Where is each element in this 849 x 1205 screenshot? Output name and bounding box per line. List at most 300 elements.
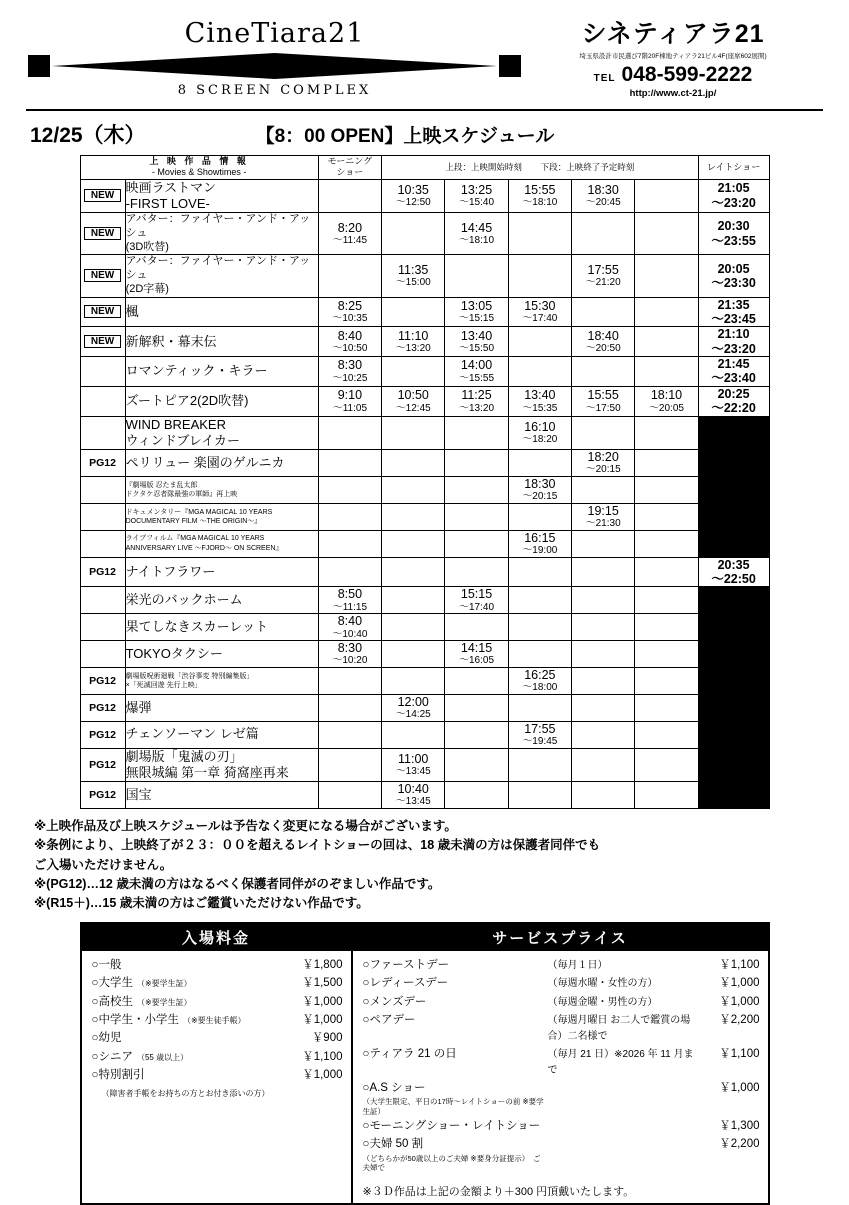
service-price: ￥2,200 <box>719 1013 760 1026</box>
table-row <box>80 721 769 748</box>
service-price: ￥1,100 <box>719 1047 760 1060</box>
late-show-cell[interactable]: 20:05 ～23:30 <box>698 255 769 297</box>
telephone-line <box>523 63 823 87</box>
price-section <box>80 922 770 1205</box>
movie-title[interactable]: 爆弾 <box>125 694 318 721</box>
movie-title[interactable]: ナイトフラワー <box>125 557 318 587</box>
rating-tag <box>80 255 125 297</box>
price-row <box>92 993 343 1011</box>
late-show-cell-blank <box>698 748 769 782</box>
table-row <box>80 386 769 416</box>
rating-tag <box>80 503 125 530</box>
table-row <box>80 641 769 668</box>
showtimes-table <box>80 155 770 809</box>
tel-number: 048-599-2222 <box>621 63 753 86</box>
showtime-cell-empty <box>635 179 698 213</box>
service-condition: （毎週水曜・女性の方） <box>547 978 658 990</box>
service-price: ￥1,000 <box>719 995 760 1008</box>
movie-title[interactable]: 『劇場版 忍たま乱太郎 ドクタケ忍者隊最強の軍師』再上映 <box>125 476 318 503</box>
rating-tag <box>80 357 125 387</box>
late-show-cell-blank <box>698 503 769 530</box>
showtime-cell[interactable]: 8:30 ～10:25 <box>318 357 381 387</box>
movie-title[interactable]: チェンソーマン レゼ篇 <box>125 721 318 748</box>
price-value: ￥1,800 <box>302 958 343 971</box>
table-row <box>80 748 769 782</box>
showtime-cell-empty <box>508 694 571 721</box>
showtime-cell-empty <box>635 748 698 782</box>
showtime-cell-empty <box>382 721 445 748</box>
notes-block <box>0 809 849 916</box>
showtime-cell-empty <box>571 641 634 668</box>
showtime-cell-empty <box>571 213 634 255</box>
service-label: ○ペアデー <box>362 1013 416 1026</box>
late-show-cell-blank <box>698 694 769 721</box>
showtime-cell-empty <box>635 297 698 327</box>
showtime-cell[interactable]: 11:00 ～13:45 <box>382 748 445 782</box>
new-badge: NEW <box>84 227 121 240</box>
showtime-cell-empty <box>635 641 698 668</box>
showtime-cell[interactable]: 11:25 ～13:20 <box>445 386 508 416</box>
movie-title[interactable]: ライブフィルム『MGA MAGICAL 10 YEARS ANNIVERSARY LIVE ～FJORD～ ON SCREEN』 <box>125 530 318 557</box>
rating-tag <box>80 386 125 416</box>
table-header-row <box>80 156 769 180</box>
late-show-cell[interactable]: 21:05 ～23:20 <box>698 179 769 213</box>
admission-list <box>82 951 351 1109</box>
table-row <box>80 416 769 450</box>
movie-title[interactable]: アバター：ファイヤー・アンド・アッシュ (2D字幕) <box>125 255 318 297</box>
movie-title[interactable]: 国宝 <box>125 782 318 809</box>
price-value: ￥1,000 <box>302 1013 343 1026</box>
rating-tag <box>80 179 125 213</box>
table-row <box>80 476 769 503</box>
showtime-cell[interactable]: 11:35 ～15:00 <box>382 255 445 297</box>
rating-tag: PG12 <box>80 450 125 477</box>
rating-tag <box>80 476 125 503</box>
service-condition: （毎週月曜日 お二人で鑑賞の場合）二名様で <box>547 1014 691 1042</box>
price-row <box>92 974 343 992</box>
showtime-cell-empty <box>508 614 571 641</box>
movie-title[interactable]: アバター：ファイヤー・アンド・アッシュ (3D吹替) <box>125 213 318 255</box>
price-value: ￥1,000 <box>302 1069 343 1082</box>
price-label: ○大学生 （※要学生証） <box>91 977 192 990</box>
table-row <box>80 587 769 614</box>
price-value: ￥1,000 <box>302 995 343 1008</box>
showtime-cell-empty <box>445 416 508 450</box>
rating-tag: PG12 <box>80 782 125 809</box>
showtime-cell[interactable]: 13:40 ～15:35 <box>508 386 571 416</box>
service-list <box>353 951 768 1179</box>
rating-tag <box>80 641 125 668</box>
price-label: ○一般 <box>91 958 122 971</box>
showtime-cell-empty <box>318 694 381 721</box>
showtime-cell-empty <box>571 587 634 614</box>
tel-label: TEL <box>593 73 616 84</box>
header-end-time: 下段：上映終了予定時刻 <box>540 161 635 172</box>
showtime-cell-empty <box>508 557 571 587</box>
table-row <box>80 557 769 587</box>
showtime-cell[interactable]: 15:55 ～18:10 <box>508 179 571 213</box>
service-label: ○ティアラ 21 の日 <box>362 1047 457 1060</box>
showtime-cell-empty <box>382 503 445 530</box>
service-row <box>363 1117 760 1135</box>
service-price: ￥1,000 <box>719 977 760 990</box>
rating-tag: PG12 <box>80 557 125 587</box>
showtime-cell-empty <box>382 416 445 450</box>
late-show-cell-blank <box>698 530 769 557</box>
showtime-cell[interactable]: 8:40 ～10:50 <box>318 327 381 357</box>
schedule-date: 12/25（木） <box>30 124 146 147</box>
late-show-cell[interactable]: 21:35 ～23:45 <box>698 297 769 327</box>
table-row <box>80 667 769 694</box>
service-footnote: ※３Ｄ作品は上記の金額より＋300 円頂戴いたします。 <box>362 1186 635 1199</box>
showtime-cell-empty <box>571 297 634 327</box>
showtime-cell-empty <box>508 748 571 782</box>
showtime-cell-empty <box>445 721 508 748</box>
rating-tag <box>80 297 125 327</box>
late-show-cell[interactable]: 20:35 ～22:50 <box>698 557 769 587</box>
showtime-cell-empty <box>635 327 698 357</box>
showtime-cell-empty <box>571 530 634 557</box>
showtime-cell[interactable]: 14:00 ～15:55 <box>445 357 508 387</box>
table-row <box>80 530 769 557</box>
price-label: （障害者手帳をお持ちの方とお付き添いの方） <box>101 1089 270 1099</box>
showtime-cell[interactable]: 10:50 ～12:45 <box>382 386 445 416</box>
new-badge: NEW <box>84 189 121 202</box>
showtime-cell-empty <box>508 587 571 614</box>
showtime-cell-empty <box>571 357 634 387</box>
showtime-cell[interactable]: 12:00 ～14:25 <box>382 694 445 721</box>
showtime-cell[interactable]: 19:15 ～21:30 <box>571 503 634 530</box>
late-show-cell-blank <box>698 476 769 503</box>
price-value: ￥1,500 <box>302 977 343 990</box>
service-row <box>363 1079 760 1117</box>
service-price: ￥1,100 <box>719 958 760 971</box>
showtime-cell[interactable]: 13:40 ～15:50 <box>445 327 508 357</box>
movie-title[interactable]: 栄光のバックホーム <box>125 587 318 614</box>
showtime-cell-empty <box>508 357 571 387</box>
table-row <box>80 213 769 255</box>
late-show-cell[interactable]: 21:10 ～23:20 <box>698 327 769 357</box>
table-row <box>80 503 769 530</box>
price-row <box>92 1084 343 1102</box>
price-label: ○特別割引 <box>91 1069 145 1082</box>
showtime-cell-empty <box>318 503 381 530</box>
late-show-cell-blank <box>698 450 769 477</box>
showtime-cell-empty <box>571 748 634 782</box>
table-row <box>80 782 769 809</box>
late-show-cell-blank <box>698 721 769 748</box>
logo-square-right <box>499 55 521 77</box>
header-late-show <box>698 156 769 180</box>
note-line: ※(R15＋)…15 歳未満の方はご鑑賞いただけない作品です。 <box>34 896 369 911</box>
showtime-cell-empty <box>571 721 634 748</box>
cinema-address: 埼玉県設計市民選び7階20F棟地ティアラ21ビル4F(座席602展開) <box>579 53 767 60</box>
showtime-cell-empty <box>382 213 445 255</box>
cinema-logo <box>26 14 523 98</box>
service-condition: （毎月 21 日）※2026 年 11 月まで <box>547 1048 694 1076</box>
showtime-cell[interactable]: 9:10 ～11:05 <box>318 386 381 416</box>
showtime-cell-empty <box>318 476 381 503</box>
movie-title[interactable]: 楓 <box>125 297 318 327</box>
showtime-cell-empty <box>318 557 381 587</box>
table-row <box>80 255 769 297</box>
price-value: ￥900 <box>311 1032 343 1045</box>
showtime-cell[interactable]: 18:40 ～20:50 <box>571 327 634 357</box>
showtime-cell[interactable]: 8:25 ～10:35 <box>318 297 381 327</box>
showtime-cell-empty <box>318 782 381 809</box>
showtime-cell[interactable]: 18:30 ～20:15 <box>508 476 571 503</box>
price-row <box>92 1048 343 1066</box>
movie-title[interactable]: 劇場版呪術廻戦「渋谷事変 特別編集版」 ×「死滅回遊 先行上映」 <box>125 667 318 694</box>
showtime-cell-empty <box>318 450 381 477</box>
header-start-time: 上段：上映開始時刻 <box>445 161 522 172</box>
rating-tag <box>80 530 125 557</box>
showtime-cell-empty <box>382 450 445 477</box>
showtime-cell-empty <box>635 416 698 450</box>
showtime-cell-empty <box>508 450 571 477</box>
showtime-cell-empty <box>445 503 508 530</box>
showtime-cell-empty <box>508 641 571 668</box>
showtime-cell[interactable]: 17:55 ～21:20 <box>571 255 634 297</box>
table-row <box>80 179 769 213</box>
service-label: ○A.S ショー （大学生限定、平日の17時～レイトショーの前 ※要学生証） <box>362 1081 544 1117</box>
showtime-cell[interactable]: 18:20 ～20:15 <box>571 450 634 477</box>
new-badge: NEW <box>84 335 121 348</box>
service-label: ○モーニングショー・レイトショー <box>362 1119 541 1132</box>
showtime-cell-empty <box>571 694 634 721</box>
header-movie-info <box>80 156 318 180</box>
showtime-cell-empty <box>318 179 381 213</box>
admission-price-table <box>80 922 352 1205</box>
showtime-cell-empty <box>445 450 508 477</box>
service-condition: （毎週金曜・男性の方） <box>547 996 658 1008</box>
showtime-cell-empty <box>508 327 571 357</box>
showtime-cell-empty <box>318 416 381 450</box>
logo-square-left <box>28 55 50 77</box>
service-price: ￥1,000 <box>719 1081 760 1094</box>
service-price-table <box>352 922 770 1205</box>
showtime-cell-empty <box>635 357 698 387</box>
rating-tag <box>80 614 125 641</box>
showtime-cell[interactable]: 8:30 ～10:20 <box>318 641 381 668</box>
movie-title[interactable]: ペリリュー 楽園のゲルニカ <box>125 450 318 477</box>
service-row <box>363 1045 760 1079</box>
service-row <box>363 974 760 992</box>
showtime-cell-empty <box>635 476 698 503</box>
showtime-cell-empty <box>571 557 634 587</box>
header-movie-info-en: - Movies & Showtimes - <box>151 167 247 178</box>
movie-title[interactable]: ロマンティック・キラー <box>125 357 318 387</box>
rating-tag <box>80 327 125 357</box>
showtime-cell-empty <box>635 557 698 587</box>
showtime-cell-empty <box>635 587 698 614</box>
showtime-cell-empty <box>508 213 571 255</box>
showtime-cell[interactable]: 16:25 ～18:00 <box>508 667 571 694</box>
late-show-cell-blank <box>698 416 769 450</box>
service-row <box>363 993 760 1011</box>
showtime-cell-empty <box>382 476 445 503</box>
showtime-cell[interactable]: 8:50 ～11:15 <box>318 587 381 614</box>
showtime-cell[interactable]: 16:10 ～18:20 <box>508 416 571 450</box>
late-show-cell[interactable]: 21:45 ～23:40 <box>698 357 769 387</box>
showtime-cell-empty <box>635 530 698 557</box>
rating-tag <box>80 587 125 614</box>
showtime-cell-empty <box>382 587 445 614</box>
showtime-cell[interactable]: 14:15 ～16:05 <box>445 641 508 668</box>
showtime-cell-empty <box>445 782 508 809</box>
table-row <box>80 297 769 327</box>
showtime-cell-empty <box>635 255 698 297</box>
showtime-cell-empty <box>445 557 508 587</box>
showtime-cell-empty <box>445 255 508 297</box>
showtime-cell[interactable]: 15:15 ～17:40 <box>445 587 508 614</box>
movie-title[interactable]: 映画ラストマン -FIRST LOVE- <box>125 179 318 213</box>
late-show-cell[interactable]: 20:25 ～22:20 <box>698 386 769 416</box>
header-showtimes <box>382 156 699 180</box>
showtime-cell[interactable]: 18:30 ～20:45 <box>571 179 634 213</box>
new-badge: NEW <box>84 305 121 318</box>
service-condition: （毎月１日） <box>547 959 608 971</box>
showtime-cell-empty <box>571 667 634 694</box>
rating-tag <box>80 213 125 255</box>
price-value: ￥1,100 <box>302 1050 343 1063</box>
showtime-cell[interactable]: 13:25 ～15:40 <box>445 179 508 213</box>
showtime-cell[interactable]: 10:40 ～13:45 <box>382 782 445 809</box>
table-row <box>80 327 769 357</box>
service-price: ￥1,300 <box>719 1119 760 1132</box>
showtime-cell-empty <box>382 667 445 694</box>
showtime-cell[interactable]: 13:05 ～15:15 <box>445 297 508 327</box>
rating-tag <box>80 416 125 450</box>
showtime-cell[interactable]: 15:30 ～17:40 <box>508 297 571 327</box>
logo-lens-shape <box>52 53 497 79</box>
showtime-cell-empty <box>382 357 445 387</box>
showtime-cell-empty <box>318 255 381 297</box>
showtime-cell-empty <box>445 748 508 782</box>
logo-title: CineTiara21 <box>184 18 365 49</box>
schedule-heading: 【8：00 OPEN】上映スケジュール <box>255 126 555 147</box>
website-url[interactable]: http://www.ct-21.jp/ <box>629 88 717 99</box>
showtime-cell[interactable]: 18:10 ～20:05 <box>635 386 698 416</box>
admission-title: 入場料金 <box>82 924 351 951</box>
new-badge: NEW <box>84 269 121 282</box>
note-line: ※(PG12)…12 歳未満の方はなるべく保護者同伴がのぞましい作品です。 <box>34 877 441 891</box>
showtime-cell-empty <box>445 530 508 557</box>
service-row <box>363 1011 760 1045</box>
price-row <box>92 1011 343 1029</box>
note-line: ※上映作品及び上映スケジュールは予告なく変更になる場合がございます。 <box>34 818 457 833</box>
service-label: ○メンズデー <box>362 995 427 1008</box>
service-row <box>363 1135 760 1173</box>
logo-subtitle: 8 SCREEN COMPLEX <box>177 83 372 98</box>
movie-title[interactable]: ドキュメンタリー『MGA MAGICAL 10 YEARS DOCUMENTARY FILM ～THE ORIGIN～』 <box>125 503 318 530</box>
showtime-cell[interactable]: 8:40 ～10:40 <box>318 614 381 641</box>
price-row <box>92 956 343 974</box>
showtime-cell-empty <box>508 255 571 297</box>
cinema-contact <box>523 14 823 99</box>
showtime-cell-empty <box>635 694 698 721</box>
showtime-cell-empty <box>445 476 508 503</box>
showtime-cell-empty <box>382 297 445 327</box>
service-label: ○レディースデー <box>362 977 449 990</box>
movie-title[interactable]: 新解釈・幕末伝 <box>125 327 318 357</box>
showtime-cell-empty <box>508 503 571 530</box>
late-show-cell-blank <box>698 782 769 809</box>
table-row <box>80 357 769 387</box>
showtime-cell-empty <box>571 614 634 641</box>
showtime-cell-empty <box>445 614 508 641</box>
showtime-cell[interactable]: 10:35 ～12:50 <box>382 179 445 213</box>
showtime-cell[interactable]: 16:15 ～19:00 <box>508 530 571 557</box>
showtime-cell-empty <box>635 782 698 809</box>
service-row <box>363 956 760 974</box>
showtime-cell-empty <box>571 476 634 503</box>
showtime-cell[interactable]: 11:10 ～13:20 <box>382 327 445 357</box>
rating-tag: PG12 <box>80 667 125 694</box>
showtime-cell-empty <box>382 614 445 641</box>
showtime-cell[interactable]: 8:20 ～11:45 <box>318 213 381 255</box>
movie-title[interactable]: ズートピア2(2D吹替) <box>125 386 318 416</box>
showtime-cell-empty <box>445 694 508 721</box>
table-row <box>80 614 769 641</box>
date-row <box>0 111 849 155</box>
showtime-cell[interactable]: 15:55 ～17:50 <box>571 386 634 416</box>
movie-title[interactable]: 果てしなきスカーレット <box>125 614 318 641</box>
late-show-cell[interactable]: 20:30 ～23:55 <box>698 213 769 255</box>
table-row <box>80 694 769 721</box>
showtime-cell-empty <box>635 721 698 748</box>
note-line: ※条例により、上映終了が２３：００を超えるレイトショーの回は、18 歳未満の方は保護者同伴でも <box>34 838 601 853</box>
header-morning-line1: モーニング <box>327 156 373 166</box>
price-label: ○高校生 （※要学生証） <box>91 995 192 1008</box>
showtime-cell-empty <box>318 530 381 557</box>
late-show-cell-blank <box>698 614 769 641</box>
service-price: ￥2,200 <box>719 1138 760 1151</box>
movie-title[interactable]: 劇場版「鬼滅の刃」 無限城編 第一章 猗窩座再来 <box>125 748 318 782</box>
showtime-cell-empty <box>508 782 571 809</box>
logo-graphic <box>26 51 523 81</box>
movie-title[interactable]: TOKYOタクシー <box>125 641 318 668</box>
showtime-cell-empty <box>635 614 698 641</box>
late-show-cell-blank <box>698 667 769 694</box>
table-row <box>80 450 769 477</box>
showtime-cell-empty <box>318 667 381 694</box>
movie-title[interactable]: WIND BREAKER ウィンドブレイカー <box>125 416 318 450</box>
service-title: サービスプライス <box>353 924 768 951</box>
showtime-cell[interactable]: 17:55 ～19:45 <box>508 721 571 748</box>
price-label: ○シニア （55 歳以上） <box>91 1050 189 1063</box>
price-label: ○幼児 <box>91 1032 122 1045</box>
showtime-cell-empty <box>635 503 698 530</box>
showtime-cell-empty <box>318 748 381 782</box>
showtime-cell[interactable]: 14:45 ～18:10 <box>445 213 508 255</box>
page-header <box>0 0 849 103</box>
rating-tag: PG12 <box>80 694 125 721</box>
service-label: ○夫婦 50 割 （どちらかが50歳以上のご夫婦 ※要身分証提示） ご夫婦で <box>362 1138 541 1173</box>
cinema-name-jp: シネティアラ21 <box>581 20 765 48</box>
showtime-cell-empty <box>635 450 698 477</box>
price-row <box>92 1029 343 1047</box>
rating-tag: PG12 <box>80 721 125 748</box>
showtime-cell-empty <box>445 667 508 694</box>
service-label: ○ファーストデー <box>362 958 450 971</box>
late-show-cell-blank <box>698 641 769 668</box>
price-label: ○中学生・小学生 （※要生徒手帳） <box>91 1013 246 1026</box>
price-row <box>92 1066 343 1084</box>
showtime-cell-empty <box>382 557 445 587</box>
showtime-cell-empty <box>318 721 381 748</box>
rating-tag: PG12 <box>80 748 125 782</box>
